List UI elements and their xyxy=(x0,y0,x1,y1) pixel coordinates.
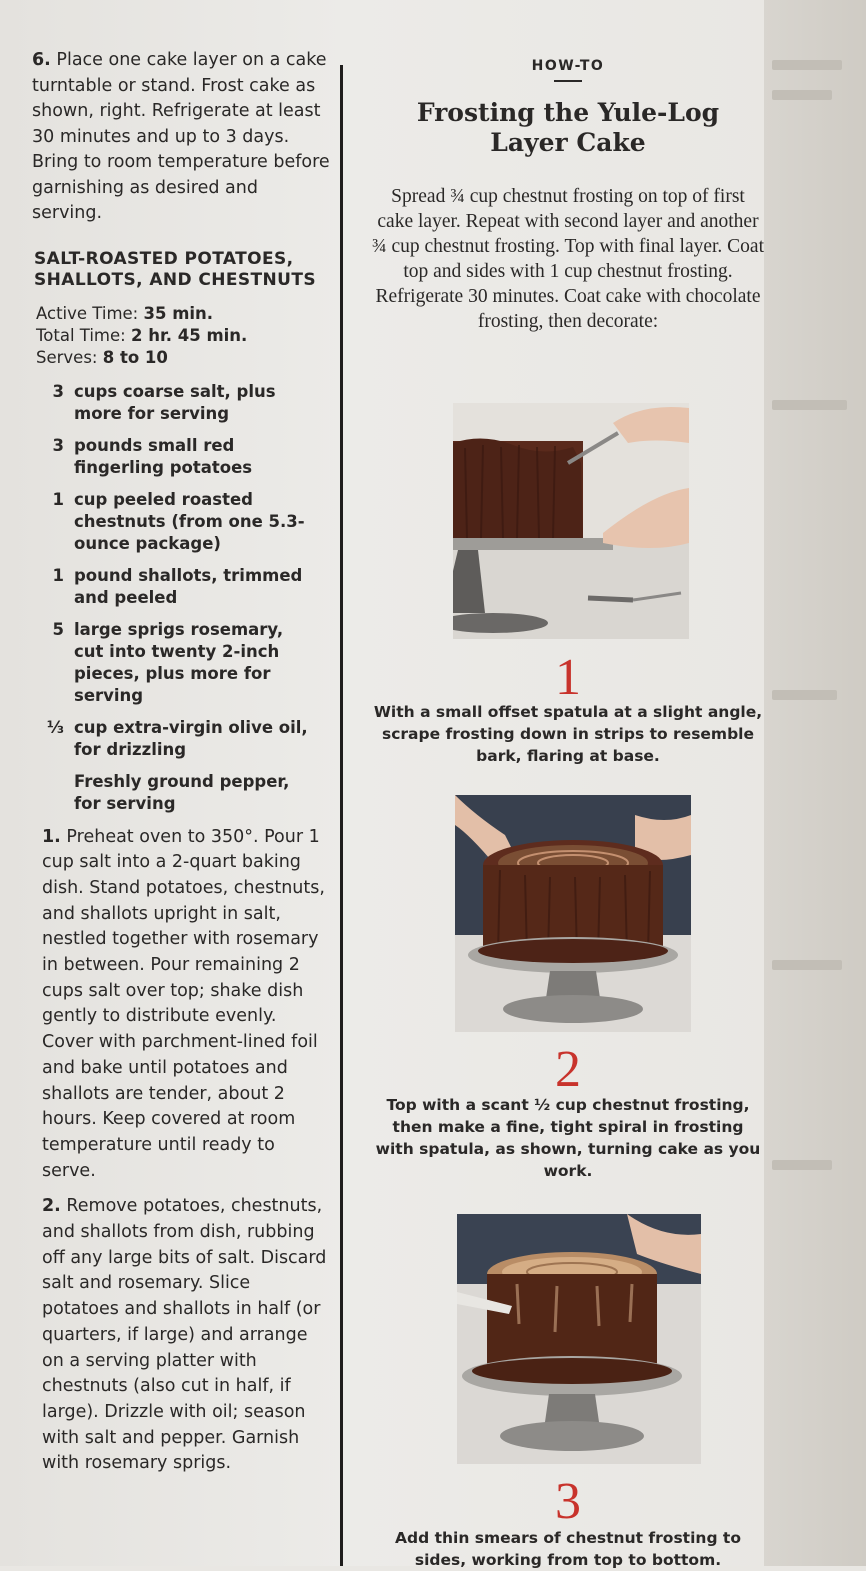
ingredient-item: 5 large sprigs rosemary, cut into twenty 2-inch pieces, plus more for serving xyxy=(52,619,284,705)
step-3-photo xyxy=(457,1214,701,1464)
howto-intro: Spread ¾ cup chestnut frosting on top of first cake layer. Repeat with second layer and another ¾ cup chestnut frosting. Top with final layer. Coat top and sides with 1 cup chestnut frosting. Refrigerate 30 minutes. Coat cake with chocolate frosting, then decorate: xyxy=(372,186,764,332)
step-6 xyxy=(32,48,332,227)
ingredient-item: Freshly ground pepper, for serving xyxy=(74,771,290,813)
bleed-line xyxy=(772,60,842,70)
step-1-photo xyxy=(453,403,689,639)
right-column xyxy=(372,58,764,334)
step-2-caption: Top with a scant ½ cup chestnut frosting, then make a fine, tight spiral in frosting with spatula, as shown, turning cake as you work. xyxy=(375,1096,761,1180)
step-text: Place one cake layer on a cake turntable or stand. Frost cake as shown, right. Refrigerate at least 30 minutes and up to 3 days. Bring to room temperature before garnishing as desired and serving. xyxy=(32,50,330,223)
bleed-line xyxy=(772,400,847,410)
bleed-line xyxy=(772,960,842,970)
step-number-2: 2 xyxy=(555,1041,581,1098)
left-column xyxy=(32,48,332,1487)
step-1: 1. Preheat oven to 350°. Pour 1 cup salt into a 2-quart baking dish. Stand potatoes, chestnuts, and shallots upright in salt, nestled together with rosemary in between. Pour remaining 2 cups salt over top; shake dish gently to distribute evenly. Cover with parchment-lined foil and bake until potatoes and shallots are tender, about 2 hours. Keep covered at room temperature until ready to serve. xyxy=(42,826,325,1181)
bleed-line xyxy=(772,1160,832,1170)
step-3-caption: Add thin smears of chestnut frosting to sides, working from top to bottom. xyxy=(395,1529,741,1569)
serves: Serves: 8 to 10 xyxy=(36,347,168,367)
ingredient-item: 1 pound shallots, trimmed and peeled xyxy=(52,565,303,607)
method-steps xyxy=(42,825,332,1478)
kicker-rule xyxy=(554,80,582,82)
howto-title: Frosting the Yule-Log Layer Cake xyxy=(416,98,720,157)
ingredient-item: 3 cups coarse salt, plus more for serving xyxy=(52,381,276,423)
ingredient-item: 1 cup peeled roasted chestnuts (from one 5.3-ounce package) xyxy=(52,489,305,553)
total-time: Total Time: 2 hr. 45 min. xyxy=(36,325,248,345)
step-number-1: 1 xyxy=(555,649,581,706)
ingredient-item: ⅓ cup extra-virgin olive oil, for drizzling xyxy=(46,717,308,759)
step-number: 6. xyxy=(32,50,51,70)
step-number-3: 3 xyxy=(555,1473,581,1530)
column-divider xyxy=(340,65,343,1566)
active-time: Active Time: 35 min. xyxy=(36,303,214,323)
ingredient-item: 3 pounds small red fingerling potatoes xyxy=(52,435,253,477)
bleed-line xyxy=(772,90,832,100)
step-2: 2. Remove potatoes, chestnuts, and shallots from dish, rubbing off any large bits of salt. Discard salt and rosemary. Slice potatoes and shallots in half (or quarters, if large) and arrange on a serving platter with chestnuts (also cut in half, if large). Drizzle with oil; season with salt and pepper. Garnish with rosemary sprigs. xyxy=(42,1196,327,1474)
bleed-line xyxy=(772,690,837,700)
step-1-caption: With a small offset spatula at a slight angle, scrape frosting down in strips to resemble bark, flaring at base. xyxy=(373,703,763,765)
adjacent-page-edge xyxy=(764,0,866,1566)
step-2-photo xyxy=(455,795,691,1032)
ingredient-list xyxy=(32,381,332,815)
kicker: HOW-TO xyxy=(531,58,605,74)
recipe-title: SALT-ROASTED POTATOES, SHALLOTS, AND CHESTNUTS xyxy=(34,248,316,290)
recipe-times xyxy=(36,303,332,369)
